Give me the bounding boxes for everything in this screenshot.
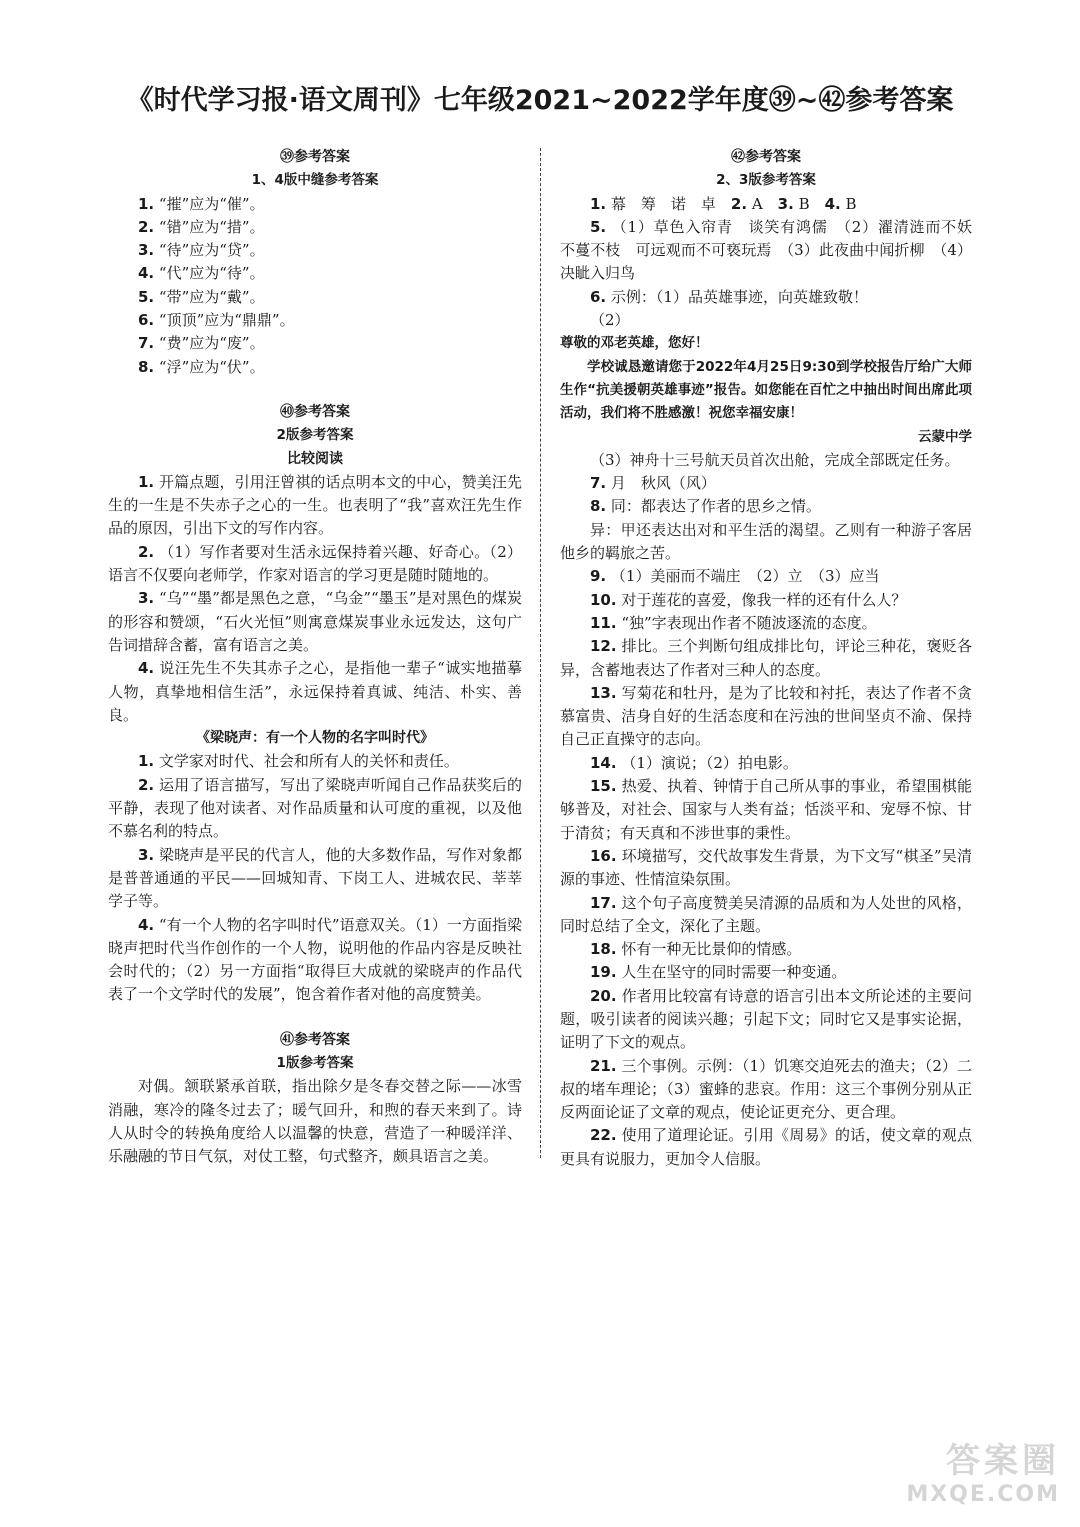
- answer-item: [560, 495, 972, 518]
- answer-text: 写菊花和牡丹，是为了比较和衬托，表达了作者不贪慕富贵、洁身自好的生活态度和在污浊的世间坚贞不渝、保持自己正直操守的志向。: [560, 683, 972, 749]
- section-39-subtitle: 1、4版中缝参考答案: [251, 172, 379, 189]
- answer-item: [108, 657, 522, 727]
- answer-number: 2.: [730, 194, 748, 213]
- answer-6-part-3: （3）神舟十三号航天员首次出舱，完成全部既定任务。: [590, 450, 960, 469]
- section-42-title: ㊷参考答案: [731, 149, 801, 165]
- answer-number: 1.: [138, 752, 155, 771]
- section-42-list-a: [560, 193, 988, 309]
- answer-number: 5.: [138, 287, 155, 306]
- answer-text: “摧”应为“催”。: [154, 194, 265, 213]
- answer-item: [560, 1055, 972, 1125]
- section-40-subheading: 比较阅读: [287, 450, 343, 467]
- answer-item: [560, 752, 972, 775]
- answer-text: 说汪先生不失其赤子之心，是指他一辈子“诚实地描摹人物，真挚地相信生活”，永远保持着真诚、纯洁、朴实、善良。: [108, 659, 522, 724]
- answer-number: 17.: [590, 893, 617, 912]
- section-40-subtitle: 2版参考答案: [276, 427, 354, 444]
- answer-text: “错”应为“措”。: [154, 217, 265, 236]
- answer-text: “有一个人物的名字叫时代”语意双关。（1）一方面指梁晓声把时代当作创作的一个人物，说明他的作品内容是反映社会时代的；（2）另一方面指“取得巨大成就的梁晓声的作品代表了一个文学时代的发展”，饱含着作者对他的高度赞美。: [108, 915, 522, 1004]
- section-39-title: ㊴参考答案: [280, 149, 350, 165]
- answer-text: A: [747, 194, 778, 213]
- section-42-list-c: [560, 565, 972, 1171]
- section-40-title: ㊵参考答案: [280, 403, 350, 420]
- answer-number: 20.: [590, 986, 617, 1005]
- answer-item: [108, 750, 522, 773]
- answer-number: 3.: [138, 589, 155, 608]
- answer-number: 14.: [590, 753, 617, 772]
- answer-text: “独”字表现出作者不随波逐流的态度。: [616, 613, 877, 632]
- answer-text: B: [840, 194, 857, 213]
- answer-number: 8.: [590, 497, 607, 516]
- answer-number: 19.: [590, 963, 617, 982]
- answer-item: [108, 541, 522, 588]
- answer-text: B: [793, 194, 825, 213]
- answer-text: “顶顶”应为“鼎鼎”。: [154, 311, 295, 330]
- answer-text: 热爱、执着、钟情于自己所从事的事业，希望围棋能够普及，对社会、国家与人类有益；恬淡平和、宠辱不惊、甘于清贫；有天真和不涉世事的秉性。: [560, 777, 972, 842]
- answer-text: 梁晓声是平民的代言人，他的大多数作品，写作对象都是普普通通的平民——回城知青、下岗工人、进城农民、莘莘学子等。: [108, 845, 522, 911]
- answer-item: [560, 565, 972, 588]
- answer-text: （1）草色入帘青 谈笑有鸿儒 （2）濯清涟而不妖 不蔓不枝 可远观而不可亵玩焉 （3）此夜曲中闻折柳 （4）决眦入归鸟: [560, 217, 988, 283]
- answer-item: [108, 193, 522, 216]
- answer-number: 16.: [590, 846, 617, 865]
- answer-number: 22.: [590, 1126, 617, 1145]
- answer-item: [560, 589, 972, 612]
- answer-text: 怀有一种无比景仰的情感。: [616, 940, 802, 959]
- answer-text: “带”应为“戴”。: [154, 287, 265, 306]
- answer-item: [560, 892, 972, 939]
- answer-item: [560, 286, 972, 309]
- answer-item: [560, 775, 972, 845]
- section-40-article-title: 《梁晓声：有一个人物的名字叫时代》: [196, 730, 434, 747]
- answer-item: [108, 914, 522, 1007]
- answer-text: 排比。三个判断句组成排比句，评论三种花，褒贬各异，含蓄地表达了作者对三种人的态度。: [560, 637, 972, 679]
- answer-number: 4.: [824, 194, 841, 213]
- answer-number: 2.: [138, 775, 155, 794]
- answer-item: [560, 938, 972, 961]
- answer-text: 环境描写，交代故事发生背景，为下文写“棋圣”吴清源的事迹、性情渲染氛围。: [560, 846, 972, 889]
- answer-text: “待”应为“贷”。: [154, 241, 265, 260]
- letter-body: 学校诚恳邀请您于2022年4月25日9:30到学校报告厅给广大师生作“抗美援朝英雄事迹”报告。如您能在百忙之中抽出时间出席此项活动，我们将不胜感激！祝您幸福安康！: [560, 358, 972, 422]
- answer-text: 同：都表达了作者的思乡之情。: [606, 497, 821, 516]
- answer-text: 人生在坚守的同时需要一种变通。: [616, 963, 847, 982]
- answer-text: （1）演说；（2）拍电影。: [616, 753, 798, 772]
- answer-item: [108, 844, 522, 914]
- page-title: 《时代学习报·语文周刊》七年级2021~2022学年度㊴~㊷参考答案: [126, 85, 954, 116]
- answer-number: 7.: [138, 334, 155, 353]
- answer-item: [560, 845, 972, 892]
- answer-number: 8.: [138, 357, 155, 376]
- answer-number: 6.: [590, 287, 607, 306]
- answer-item: [560, 961, 972, 984]
- answer-6-part-2: （2）: [590, 311, 630, 330]
- watermark-text: 答案圈: [946, 1441, 1060, 1481]
- answer-text: 月 秋风（风）: [606, 474, 716, 493]
- answer-number: 3.: [138, 845, 155, 864]
- watermark-logo: [860, 1441, 1060, 1521]
- answer-text: 运用了语言描写，写出了梁晓声听闻自己作品获奖后的平静，表现了他对读者、对作品质量和认可度的重视，以及他不慕名利的特点。: [108, 775, 522, 841]
- answer-text: “乌”“墨”都是黑色之意，“乌金”“墨玉”是对黑色的煤炭的形容和赞颂，“石火光恒”则寓意煤炭事业永远发达，这句广告词措辞含蓄，富有语言之美。: [108, 589, 522, 654]
- answer-item: [108, 774, 522, 844]
- answer-item: [108, 216, 522, 239]
- answer-number: 9.: [590, 567, 607, 586]
- section-40-list-2: [108, 750, 522, 1006]
- answer-text: 三个事例。示例：（1）饥寒交迫死去的渔夫；（2）二叔的堵车理论；（3）蜜蜂的悲哀。作用：这三个事例分别从正反两面论证了文章的观点，使论证更充分、更合理。: [560, 1056, 972, 1122]
- answer-text: 文学家对时代、社会和所有人的关怀和责任。: [154, 752, 459, 771]
- answer-item: [560, 193, 972, 216]
- section-41-title: ㊶参考答案: [280, 1031, 350, 1048]
- answer-number: 11.: [590, 613, 617, 632]
- answer-item: [560, 635, 972, 682]
- answer-number: 3.: [138, 241, 155, 260]
- answer-number: 12.: [590, 637, 617, 656]
- letter-signature: 云蒙中学: [918, 428, 972, 445]
- section-41-subtitle: 1版参考答案: [276, 1054, 354, 1071]
- answer-number: 13.: [590, 683, 617, 702]
- answer-number: 2.: [138, 542, 155, 561]
- answer-item: [108, 239, 522, 262]
- answer-item: [560, 1124, 972, 1171]
- section-41-answer: 对偶。颔联紧承首联，指出除夕是冬春交替之际——冰雪消融，寒冷的隆冬过去了；暖气回升，和煦的春天来到了。诗人从时令的转换角度给人以温馨的快意，营造了一种暖洋洋、乐融融的节日气氛，对仗工整，句式整齐，颇具语言之美。: [108, 1077, 522, 1166]
- answer-text: 幕 筹 诺 卓: [606, 194, 731, 213]
- answer-number: 1.: [590, 194, 607, 213]
- answer-item: [108, 286, 522, 309]
- answer-text: “浮”应为“伏”。: [154, 357, 265, 376]
- column-divider: [540, 148, 541, 1158]
- answer-number: 5.: [590, 217, 607, 236]
- answer-number: 4.: [138, 264, 155, 283]
- left-column: [108, 146, 522, 1168]
- answer-number: 10.: [590, 590, 617, 609]
- answer-text: 作者用比较富有诗意的语言引出本文所论述的主要问题，吸引读者的阅读兴趣；引起下文；同时它又是事实论据，证明了下文的观点。: [560, 986, 972, 1052]
- answer-text: （1）美丽而不端庄 （2）立 （3）应当: [606, 567, 880, 586]
- right-column: [560, 146, 988, 1171]
- answer-item: [108, 587, 522, 657]
- section-39-list: [108, 193, 522, 379]
- section-42-subtitle: 2、3版参考答案: [716, 172, 816, 189]
- answer-text: 开篇点题，引用汪曾祺的话点明本文的中心，赞美汪先生的一生是不失赤子之心的一生。也表明了“我”喜欢汪先生作品的原因，引出下文的写作内容。: [108, 472, 522, 538]
- answer-item: [108, 309, 522, 332]
- answer-text: 这个句子高度赞美吴清源的品质和为人处世的风格，同时总结了全文，深化了主题。: [560, 893, 972, 935]
- watermark-url: MXQE.COM: [906, 1482, 1060, 1507]
- answer-number: 2.: [138, 217, 155, 236]
- answer-item: [560, 472, 972, 495]
- answer-number: 15.: [590, 777, 617, 796]
- answer-text: 使用了道理论证。引用《周易》的话，使文章的观点更具有说服力，更加令人信服。: [560, 1126, 972, 1168]
- answer-text: “代”应为“待”。: [154, 264, 265, 283]
- answer-number: 1.: [138, 194, 155, 213]
- answer-item: [560, 612, 972, 635]
- answer-number: 4.: [138, 659, 155, 678]
- answer-number: 21.: [590, 1056, 617, 1075]
- answer-number: 7.: [590, 474, 607, 493]
- answer-number: 3.: [777, 194, 794, 213]
- section-40-list: [108, 471, 522, 727]
- letter-greeting: 尊敬的邓老英雄，您好！: [560, 335, 709, 352]
- answer-number: 18.: [590, 940, 617, 959]
- answer-item: [108, 471, 522, 541]
- answer-item: [560, 216, 988, 286]
- answer-text: 对于莲花的喜爱，像我一样的还有什么人？: [616, 590, 907, 609]
- answer-text: “费”应为“废”。: [154, 334, 265, 353]
- answer-item: [108, 356, 522, 379]
- answer-item: [108, 332, 522, 355]
- answer-text: （1）写作者要对生活永远保持着兴趣、好奇心。（2）语言不仅要向老师学，作家对语言的学习更是随时随地的。: [108, 542, 522, 585]
- answer-item: [560, 985, 972, 1055]
- section-42-list-b: [560, 472, 972, 519]
- answer-number: 4.: [138, 915, 155, 934]
- answer-item: [108, 262, 522, 285]
- answer-number: 6.: [138, 311, 155, 330]
- answer-item: [560, 682, 972, 752]
- answer-text: 示例：（1）品英雄事迹，向英雄致敬！: [606, 287, 868, 306]
- answer-8-difference: 异：甲还表达出对和平生活的渴望。乙则有一种游子客居他乡的羁旅之苦。: [560, 520, 972, 563]
- answer-number: 1.: [138, 472, 155, 491]
